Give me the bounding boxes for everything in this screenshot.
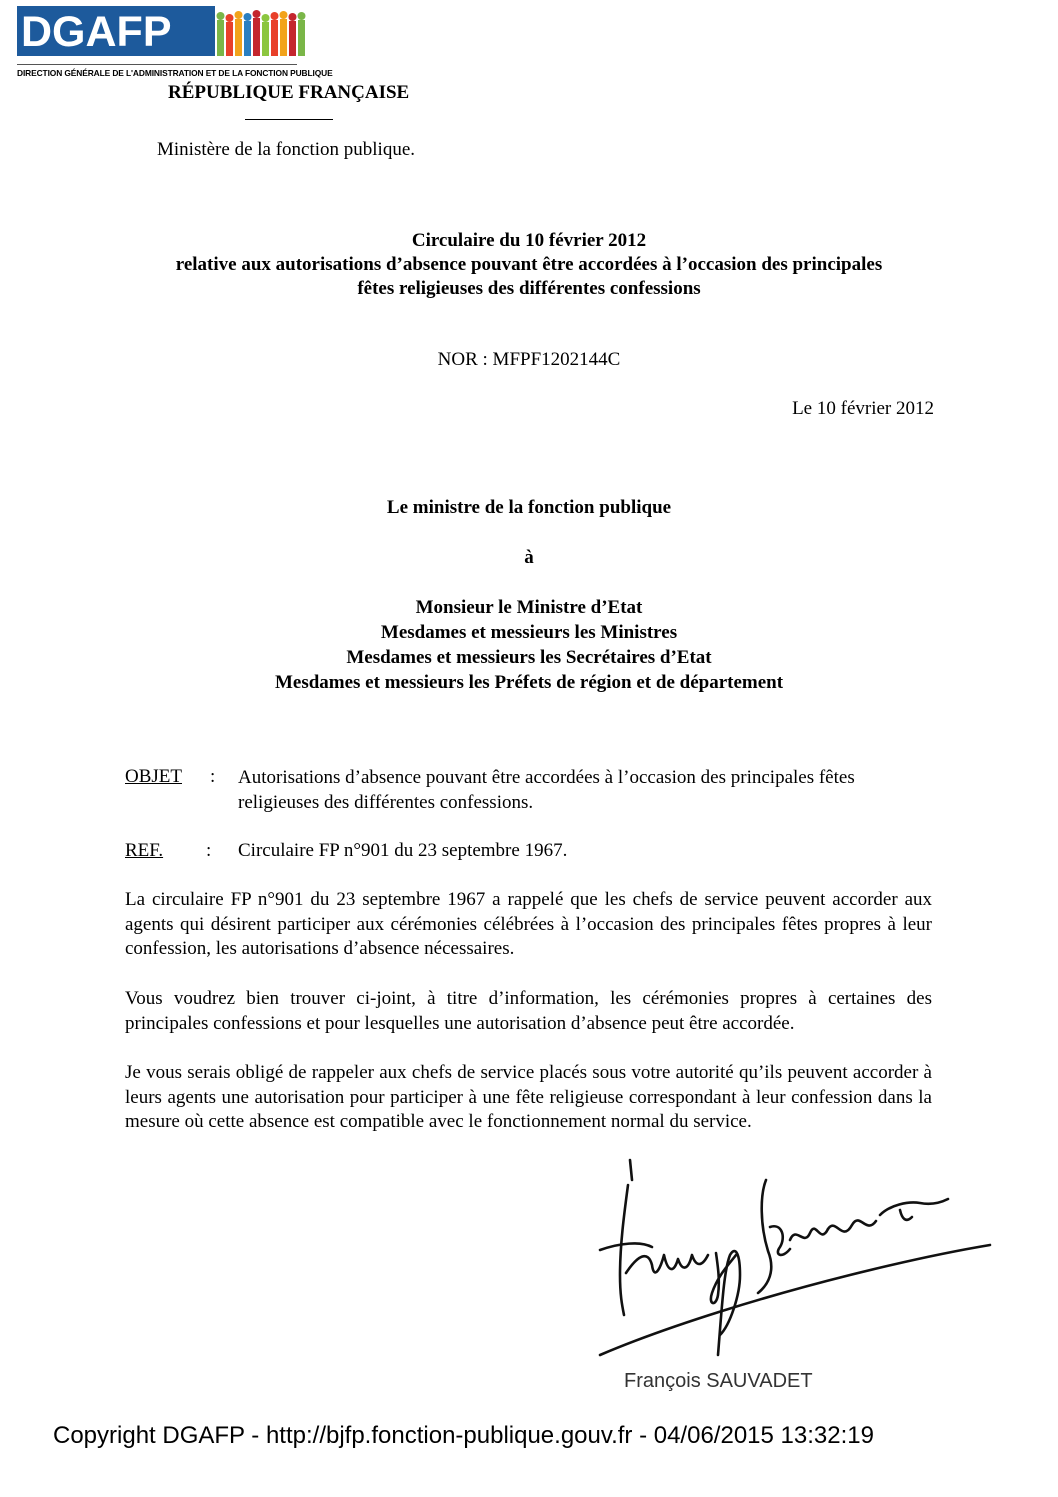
body-paragraph-2: Vous voudrez bien trouver ci-joint, à titre d’information, les cérémonies propres à certaines des principales confessions et pour lesquelles une autorisation d’absence peut être accordée. [125,988,932,1034]
ref-colon: : [206,840,212,861]
objet-label: OBJET [125,766,182,787]
dgafp-logo [17,6,333,80]
body-paragraph-1: La circulaire FP n°901 du 23 septembre 1967 a rappelé que les chefs de service peuvent accorder aux agents qui désirent participer aux cérémonies célébrées à l’occasion des principales fêtes propres à leur confession, les autorisations d’absence nécessaires. [125,889,932,959]
copyright-footer: Copyright DGAFP - http://bjfp.fonction-publique.gouv.fr - 04/06/2015 13:32:19 [53,1422,874,1449]
objet-text: Autorisations d’absence pouvant être accordées à l’occasion des principales fêtes religieuses des différentes confessions. [238,767,855,813]
handwritten-signature [590,1155,1000,1370]
address-to: à [524,547,534,568]
heading-rule [245,119,333,120]
title-line-1: Circulaire du 10 février 2012 [411,230,647,251]
logo-box [17,6,215,56]
logo-rule [17,64,297,65]
recipient: Mesdames et messieurs les Préfets de région et de département [274,672,784,693]
nor-reference: NOR : MFPF1202144C [437,349,621,370]
ref-text: Circulaire FP n°901 du 23 septembre 1967. [238,840,568,861]
logo-subtitle: DIRECTION GÉNÉRALE DE L'ADMINISTRATION ET DE LA FONCTION PUBLIQUE [17,68,333,78]
objet-colon: : [210,766,216,787]
ref-label: REF. [125,840,164,861]
recipient: Mesdames et messieurs les Secrétaires d’Etat [346,647,712,668]
body-paragraph-3: Je vous serais obligé de rappeler aux chefs de service placés sous votre autorité qu’ils peuvent accorder à leurs agents une autorisation pour participer à une fête religieuse correspondant à leur confession dans la mesure où cette absence est compatible avec le fonctionnement normal du service. [125,1062,932,1132]
logo-acronym: DGAFP [21,8,172,56]
logo-people-icon [215,8,313,58]
republique-heading: RÉPUBLIQUE FRANÇAISE [168,82,410,103]
signer-name: François SAUVADET [624,1370,813,1392]
address-block [0,495,1058,695]
recipient: Monsieur le Ministre d’Etat [415,597,643,618]
title-line-2: relative aux autorisations d’absence pouvant être accordées à l’occasion des principales [175,254,883,275]
document-date: Le 10 février 2012 [792,398,934,419]
title-line-3: fêtes religieuses des différentes confessions [357,278,701,299]
ministere-label: Ministère de la fonction publique. [157,139,416,160]
recipient: Mesdames et messieurs les Ministres [380,622,678,643]
circular-title [0,229,1058,301]
sender: Le ministre de la fonction publique [386,497,672,518]
